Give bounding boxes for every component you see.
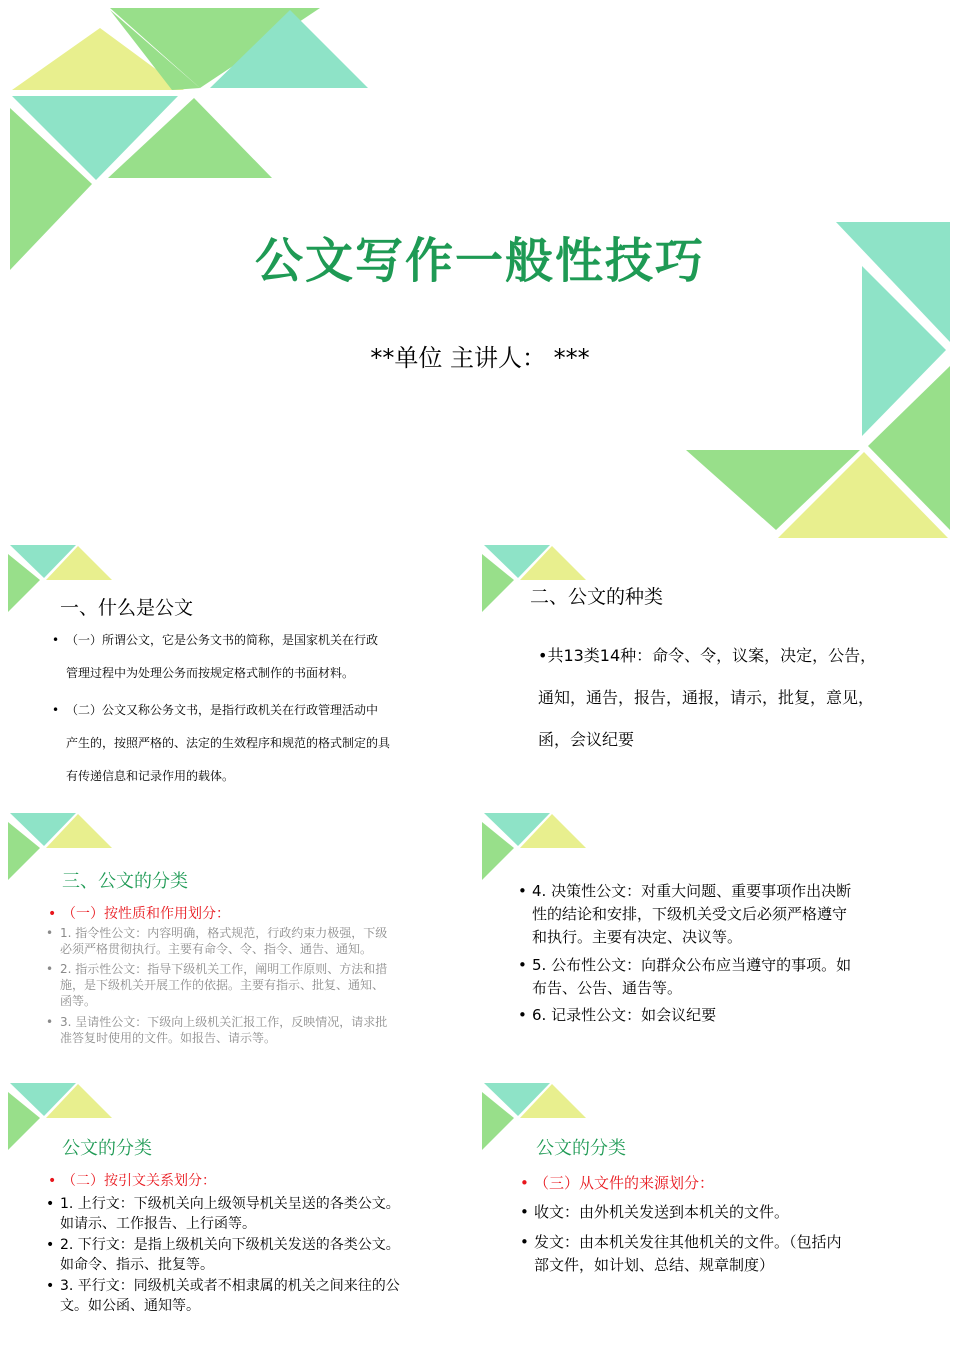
text-line: • 6. 记录性公文：如会议纪要	[532, 1006, 717, 1024]
bullet: •	[538, 646, 548, 665]
slide-classification-1	[0, 808, 476, 1078]
text-line: • 2. 下行文：是指上级机关向下级机关发送的各类公文。	[60, 1237, 400, 1253]
slide-heading: 公文的分类	[536, 1138, 626, 1159]
paragraph-2	[52, 694, 390, 793]
list-item	[520, 1231, 842, 1277]
subheading: • （一）按性质和作用划分：	[48, 904, 230, 924]
text-line: • 收文：由外机关发送到本机关的文件。	[534, 1203, 790, 1221]
text-line: • 2. 指示性公文：指导下级机关工作，阐明工作原则、方法和措	[60, 962, 388, 976]
text-line	[538, 635, 876, 677]
cover-title: 公文写作一般性技巧	[254, 233, 705, 289]
text-line: • 1. 指令性公文：内容明确，格式规范，行政约束力极强，下级	[60, 926, 388, 940]
text-line: 布告、公告、通告等。	[532, 979, 683, 997]
text-line: 和执行。主要有决定、决议等。	[532, 928, 743, 946]
cover-slide	[0, 0, 960, 540]
text-line: • 3. 平行文：同级机关或者不相隶属的机关之间来往的公	[60, 1278, 400, 1294]
list-item	[46, 1276, 400, 1316]
slide-classification-3	[476, 1078, 960, 1352]
list-item	[518, 1004, 716, 1027]
text-line: 函等。	[60, 994, 97, 1008]
types-list	[538, 635, 876, 761]
text-line: 施，是下级机关开展工作的依据。主要有指示、批复、通知、	[60, 978, 385, 992]
text-line: 产生的，按照严格的、法定的生效程序和规范的格式制定的具	[66, 736, 391, 750]
cover-subtitle: **单位 主讲人： ***	[370, 344, 590, 372]
text-line: 文。如公函、通知等。	[60, 1298, 200, 1314]
list-item	[518, 954, 851, 1000]
subheading: • （二）按引文关系划分：	[48, 1171, 216, 1191]
list-item	[46, 1014, 387, 1046]
text-line: 性的结论和安排，下级机关受文后必须严格遵守	[532, 905, 848, 923]
text-line: 函，会议纪要	[538, 730, 635, 749]
list-item	[46, 925, 387, 957]
list-item	[520, 1201, 789, 1224]
text-line: • （二）公文又称公务文书，是指行政机关在行政管理活动中	[66, 703, 379, 717]
slide-what-is-document	[0, 540, 476, 808]
slide-heading: 一、什么是公文	[60, 597, 194, 619]
slide-heading: 三、公文的分类	[62, 871, 188, 892]
list-item	[46, 961, 387, 1009]
text-line: 通知，通告，报告，通报，请示，批复，意见，	[538, 688, 875, 707]
text-line: • 1. 上行文：下级机关向上级领导机关呈送的各类公文。	[60, 1196, 400, 1212]
paragraph-1	[52, 624, 378, 690]
text-line: • 4. 决策性公文：对重大问题、重要事项作出决断	[532, 882, 852, 900]
list-item	[518, 880, 851, 949]
text-line-content: 共13类14种：命令、令，议案，决定，公告，	[547, 646, 877, 665]
corner-triangle-decoration	[476, 808, 596, 888]
slide-heading: 二、公文的种类	[530, 586, 664, 608]
slide-document-types	[476, 540, 960, 808]
slide-heading: 公文的分类	[62, 1138, 152, 1159]
slide-classification-2	[0, 1078, 476, 1352]
slide-classification-1-cont	[476, 808, 960, 1078]
text-line: • 3. 呈请性公文：下级向上级机关汇报工作，反映情况，请求批	[60, 1015, 388, 1029]
text-line: 如请示、工作报告、上行函等。	[60, 1216, 256, 1232]
text-line: • 发文：由本机关发往其他机关的文件。（包括内	[534, 1233, 842, 1251]
list-item	[46, 1235, 400, 1275]
text-line: 准答复时使用的文件。如报告、请示等。	[60, 1031, 277, 1045]
text-line: 部文件，如计划、总结、规章制度）	[534, 1256, 775, 1274]
text-line: 管理过程中为处理公务而按规定格式制作的书面材料。	[66, 666, 355, 680]
text-line: • 5. 公布性公文：向群众公布应当遵守的事项。如	[532, 956, 852, 974]
text-line: 如命令、指示、批复等。	[60, 1257, 214, 1273]
text-line: 有传递信息和记录作用的载体。	[66, 769, 235, 783]
list-item	[46, 1194, 400, 1234]
text-line: 必须严格贯彻执行。主要有命令、令、指令、通告、通知。	[60, 942, 373, 956]
subheading: • （三）从文件的来源划分：	[520, 1172, 714, 1195]
text-line: • （一）所谓公文，它是公务文书的简称，是国家机关在行政	[66, 633, 379, 647]
